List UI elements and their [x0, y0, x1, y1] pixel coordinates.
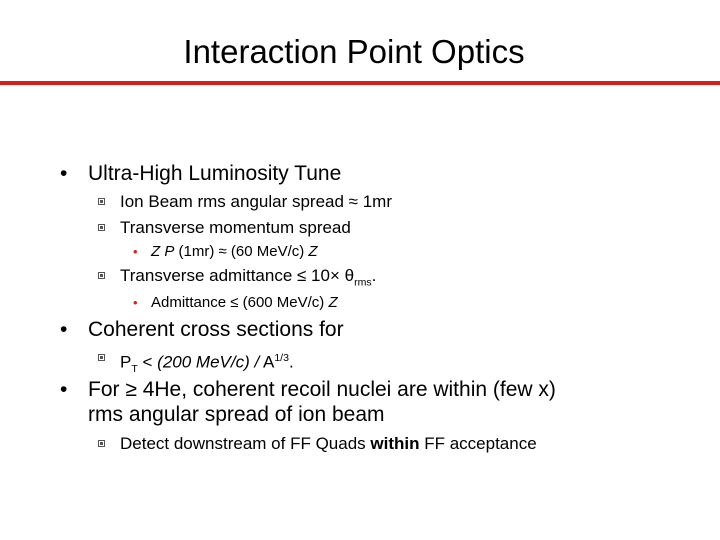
acceptance-text: FF acceptance — [419, 434, 537, 453]
italic-z: Z — [308, 243, 318, 260]
bullet-dot-icon: • — [60, 162, 68, 185]
subbullet-text — [120, 266, 376, 292]
bullet-dot-icon: • — [133, 295, 138, 310]
square-bullet-icon — [98, 198, 105, 205]
square-bullet-icon — [98, 354, 105, 361]
italic-zp: Z P — [151, 243, 175, 260]
less-than: < — [137, 352, 158, 372]
subbullet-text: Ion Beam rms angular spread ≈ 1mr — [120, 192, 392, 211]
subsubbullet-text — [151, 243, 318, 261]
bullet-dot-icon: • — [133, 244, 138, 259]
exponent: 1/3 — [274, 352, 289, 364]
square-bullet-icon — [98, 440, 105, 447]
italic-z: Z — [328, 294, 338, 311]
page-title: Interaction Point Optics — [183, 33, 525, 70]
bold-within: within — [370, 434, 420, 453]
subbullet-text: Transverse momentum spread — [120, 218, 351, 237]
period: . — [288, 352, 294, 372]
bullet-text-line1: For ≥ 4He, coherent recoil nuclei are within (few x) — [88, 378, 556, 401]
bullet-text-line2: rms angular spread of ion beam — [88, 403, 385, 426]
bullet-dot-icon: • — [60, 318, 68, 341]
bullet-dot-icon: • — [60, 378, 68, 401]
rms-subscript: rms — [354, 276, 372, 289]
subsubbullet-text — [151, 294, 338, 312]
theta-symbol: θ — [339, 266, 355, 285]
t-subscript: T — [131, 363, 138, 376]
subbullet-text — [120, 434, 537, 454]
momentum-value: (1mr) ≈ (60 MeV/c) — [174, 243, 309, 260]
subbullet-text — [120, 348, 294, 379]
detect-text: Detect downstream of FF Quads — [120, 434, 371, 453]
title-divider — [0, 81, 720, 85]
admittance-text: Transverse admittance ≤ 10 — [120, 266, 330, 285]
period: . — [371, 266, 377, 285]
times-symbol: × — [329, 266, 340, 285]
pt-value: (200 MeV/c) / — [157, 352, 260, 372]
square-bullet-icon — [98, 272, 105, 279]
p-symbol: P — [120, 352, 132, 372]
admittance-value: Admittance ≤ (600 MeV/c) — [151, 294, 329, 311]
square-bullet-icon — [98, 224, 105, 231]
bullet-text: Coherent cross sections for — [88, 318, 344, 341]
a-symbol: A — [259, 352, 275, 372]
bullet-text: Ultra-High Luminosity Tune — [88, 162, 342, 185]
